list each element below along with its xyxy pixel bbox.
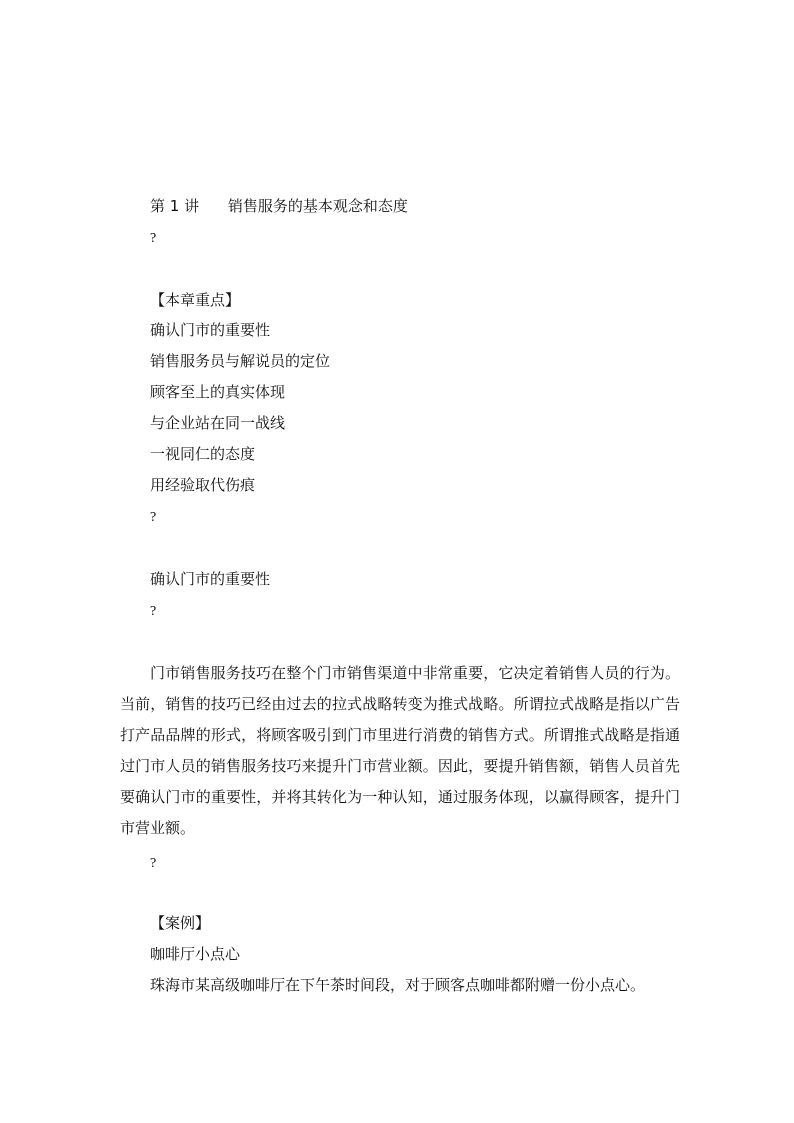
lecture-title: 销售服务的基本观念和态度 (227, 197, 408, 215)
section-heading: 确认门市的重要性 (150, 570, 271, 588)
key-points-heading: 【本章重点】 (150, 291, 241, 309)
placeholder-mark: ? (150, 604, 157, 619)
key-point-item: 一视同仁的态度 (150, 445, 256, 463)
lecture-heading (150, 196, 408, 216)
placeholder-mark: ? (150, 231, 157, 246)
placeholder-mark: ? (150, 510, 157, 525)
key-point-item: 顾客至上的真实体现 (150, 383, 286, 401)
lecture-number: 第 1 讲 (150, 197, 200, 215)
case-text: 珠海市某高级咖啡厅在下午茶时间段，对于顾客点咖啡都附赠一份小点心。 (150, 976, 646, 994)
key-point-item: 与企业站在同一战线 (150, 414, 286, 432)
case-heading: 【案例】 (150, 914, 211, 932)
key-point-item: 确认门市的重要性 (150, 321, 271, 339)
placeholder-mark: ? (150, 856, 157, 871)
key-point-item: 用经验取代伤痕 (150, 476, 256, 494)
case-title: 咖啡厅小点心 (150, 945, 241, 963)
key-point-item: 销售服务员与解说员的定位 (150, 352, 331, 370)
body-paragraph: 门市销售服务技巧在整个门市销售渠道中非常重要，它决定着销售人员的行为。当前，销售的技巧已经由过去的拉式战略转变为推式战略。所谓拉式战略是指以广告打产品品牌的形式，将顾客吸引到门市里进行消费的销售方式。所谓推式战略是指通过门市人员的销售服务技巧来提升门市营业额。因此，要提升销售额，销售人员首先要确认门市的重要性，并将其转化为一种认知，通过服务体现，以赢得顾客，提升门市营业额。 (120, 664, 680, 837)
